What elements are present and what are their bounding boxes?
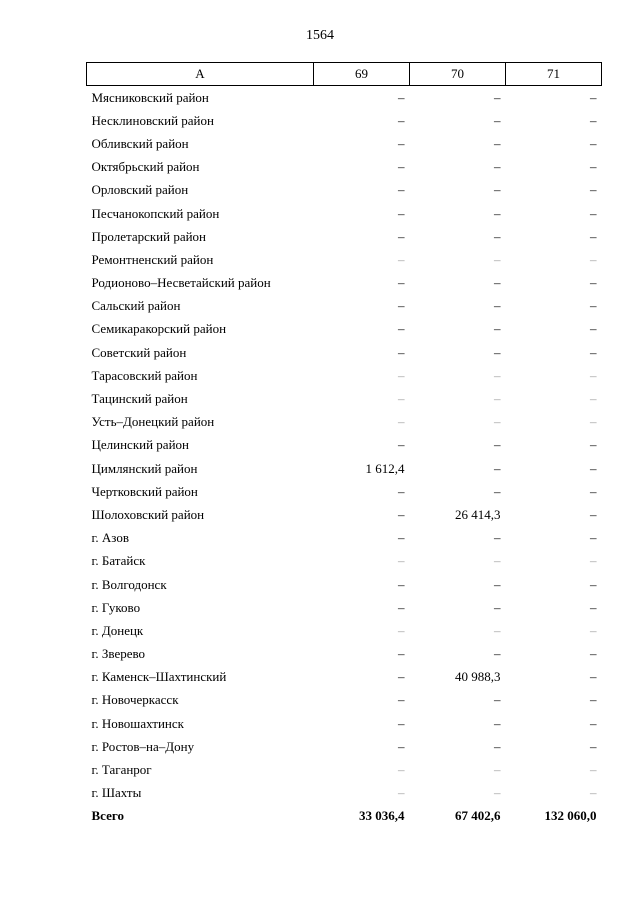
table-row	[87, 387, 602, 410]
row-value-col-3: –	[590, 437, 597, 453]
table-row	[87, 341, 602, 364]
row-value-col-1: –	[398, 414, 405, 430]
row-value-col-1: –	[398, 367, 405, 383]
row-value-col-3: –	[590, 669, 597, 685]
row-value-col-1: –	[398, 159, 405, 175]
table-row	[87, 457, 602, 480]
row-value-col-2: –	[494, 414, 501, 430]
row-value-col-2: –	[494, 437, 501, 453]
row-value-col-3: –	[590, 576, 597, 592]
row-value-col-2: –	[494, 762, 501, 778]
row-name: Всего	[91, 808, 124, 824]
row-name: г. Гуково	[91, 599, 141, 615]
row-value-col-3: –	[590, 762, 597, 778]
row-value-col-2: –	[494, 785, 501, 801]
row-value-col-3: –	[590, 622, 597, 638]
row-value-col-1: –	[398, 762, 405, 778]
row-value-col-2: –	[494, 159, 501, 175]
header-cell-label: А	[87, 63, 314, 86]
page-number: 1564	[306, 28, 334, 43]
row-value-col-2: –	[494, 228, 501, 244]
row-value-col-3: –	[590, 321, 597, 337]
row-value-col-1: –	[398, 321, 405, 337]
row-value-col-1: –	[398, 506, 405, 522]
table-row	[87, 109, 602, 132]
table-row	[87, 248, 602, 271]
row-value-col-1: –	[398, 275, 405, 291]
row-value-col-2: –	[494, 298, 501, 314]
row-value-col-1: –	[398, 205, 405, 221]
row-value-col-1: –	[398, 89, 405, 105]
table-row	[87, 318, 602, 341]
row-value-col-2: –	[494, 483, 501, 499]
row-value-col-1: –	[398, 530, 405, 546]
table-row	[87, 272, 602, 295]
row-value-col-1: –	[398, 692, 405, 708]
row-value-col-3: –	[590, 506, 597, 522]
table-row	[87, 295, 602, 318]
data-table	[86, 62, 602, 828]
row-value-col-3: –	[590, 135, 597, 151]
row-value-col-1: –	[398, 182, 405, 198]
header-row	[87, 63, 602, 86]
row-value-col-2: 40 988,3	[455, 669, 501, 685]
row-value-col-2: –	[494, 251, 501, 267]
row-value-col-1: –	[398, 715, 405, 731]
row-value-col-2: –	[494, 112, 501, 128]
table-row	[87, 643, 602, 666]
table-row	[87, 411, 602, 434]
row-value-col-3: –	[590, 205, 597, 221]
table-row	[87, 86, 602, 110]
row-value-col-2: –	[494, 553, 501, 569]
table-row	[87, 712, 602, 735]
row-value-col-2: –	[494, 275, 501, 291]
row-value-col-1: –	[398, 622, 405, 638]
row-value-col-3: –	[590, 251, 597, 267]
row-value-col-2: –	[494, 205, 501, 221]
row-name: Ремонтненский район	[91, 251, 214, 267]
row-value-col-1: –	[398, 669, 405, 685]
row-value-col-2: –	[494, 599, 501, 615]
row-name: Чертковский район	[91, 483, 198, 499]
table-row	[87, 434, 602, 457]
row-value-col-3: –	[590, 483, 597, 499]
table-row	[87, 689, 602, 712]
row-value-col-1: –	[398, 391, 405, 407]
row-name: Усть–Донецкий район	[91, 414, 215, 430]
row-name: г. Зверево	[91, 646, 146, 662]
row-name: Родионово–Несветайский район	[91, 275, 271, 291]
table-row	[87, 480, 602, 503]
row-name: Цимлянский район	[91, 460, 198, 476]
row-value-col-2: –	[494, 692, 501, 708]
row-name: Пролетарский район	[91, 228, 207, 244]
row-name: Тацинский район	[91, 391, 188, 407]
row-name: Орловский район	[91, 182, 189, 198]
row-value-col-3: –	[590, 275, 597, 291]
row-name: г. Батайск	[91, 553, 146, 569]
row-value-col-2: –	[494, 460, 501, 476]
row-name: г. Новошахтинск	[91, 715, 184, 731]
row-name: Семикаракорский район	[91, 321, 227, 337]
table-row	[87, 550, 602, 573]
row-value-col-3: –	[590, 89, 597, 105]
row-value-col-2: –	[494, 530, 501, 546]
header-cell-69: 69	[314, 63, 410, 86]
row-value-col-3: –	[590, 738, 597, 754]
row-name: г. Донецк	[91, 622, 144, 638]
row-name: г. Ростов–на–Дону	[91, 738, 195, 754]
table-row	[87, 132, 602, 155]
table-row	[87, 179, 602, 202]
row-value-col-1: –	[398, 553, 405, 569]
row-value-col-3: –	[590, 414, 597, 430]
row-value-col-2: –	[494, 182, 501, 198]
table-row	[87, 364, 602, 387]
row-value-col-2: –	[494, 321, 501, 337]
table-row	[87, 619, 602, 642]
table-row	[87, 735, 602, 758]
row-value-col-2: –	[494, 89, 501, 105]
row-value-col-3: –	[590, 391, 597, 407]
row-value-col-3: –	[590, 344, 597, 360]
row-name: г. Каменск–Шахтинский	[91, 669, 227, 685]
table-header	[87, 63, 602, 86]
table-row	[87, 758, 602, 781]
row-value-col-1: –	[398, 576, 405, 592]
row-value-col-3: –	[590, 298, 597, 314]
row-value-col-1: –	[398, 785, 405, 801]
row-name: Несклиновский район	[91, 112, 214, 128]
row-value-col-3: –	[590, 228, 597, 244]
row-value-col-1: –	[398, 599, 405, 615]
total-row	[87, 805, 602, 828]
row-name: Обливский район	[91, 135, 189, 151]
row-value-col-1: –	[398, 646, 405, 662]
row-value-col-2: –	[494, 344, 501, 360]
row-value-col-1: –	[398, 135, 405, 151]
row-value-col-1: –	[398, 298, 405, 314]
row-value-col-3: –	[590, 460, 597, 476]
row-value-col-1: –	[398, 738, 405, 754]
row-name: Песчанокопский район	[91, 205, 220, 221]
row-name: г. Азов	[91, 530, 129, 546]
row-value-col-1: –	[398, 251, 405, 267]
row-value-col-1: –	[398, 344, 405, 360]
table-row	[87, 666, 602, 689]
row-name: Шолоховский район	[91, 506, 205, 522]
row-value-col-2: –	[494, 738, 501, 754]
row-value-col-2: 67 402,6	[455, 808, 501, 824]
row-value-col-2: –	[494, 646, 501, 662]
row-value-col-1: 1 612,4	[365, 460, 405, 476]
table-row	[87, 202, 602, 225]
row-name: Октябрьский район	[91, 159, 200, 175]
row-value-col-3: –	[590, 182, 597, 198]
row-value-col-3: –	[590, 159, 597, 175]
row-value-col-1: –	[398, 437, 405, 453]
row-value-col-3: –	[590, 553, 597, 569]
row-value-col-3: –	[590, 599, 597, 615]
row-value-col-3: 132 060,0	[544, 808, 597, 824]
header-cell-70: 70	[410, 63, 506, 86]
row-name: Тарасовский район	[91, 367, 198, 383]
row-value-col-2: –	[494, 391, 501, 407]
row-value-col-3: –	[590, 367, 597, 383]
row-value-col-3: –	[590, 646, 597, 662]
table-row	[87, 503, 602, 526]
row-name: Сальский район	[91, 298, 181, 314]
row-value-col-2: –	[494, 576, 501, 592]
row-name: г. Шахты	[91, 785, 142, 801]
row-value-col-3: –	[590, 785, 597, 801]
row-value-col-2: –	[494, 135, 501, 151]
table-body	[87, 86, 602, 829]
table-row	[87, 782, 602, 805]
row-value-col-1: 33 036,4	[359, 808, 405, 824]
row-value-col-2: 26 414,3	[455, 506, 501, 522]
row-value-col-3: –	[590, 692, 597, 708]
table-row	[87, 596, 602, 619]
header-cell-71: 71	[506, 63, 602, 86]
table-row	[87, 527, 602, 550]
row-name: г. Волгодонск	[91, 576, 167, 592]
table-row	[87, 225, 602, 248]
row-name: г. Таганрог	[91, 762, 152, 778]
row-value-col-3: –	[590, 112, 597, 128]
row-value-col-1: –	[398, 112, 405, 128]
row-name: Советский район	[91, 344, 187, 360]
row-name: Целинский район	[91, 437, 189, 453]
row-value-col-2: –	[494, 367, 501, 383]
row-value-col-3: –	[590, 715, 597, 731]
row-name: Мясниковский район	[91, 89, 209, 105]
row-value-col-2: –	[494, 715, 501, 731]
table-row	[87, 156, 602, 179]
table-row	[87, 573, 602, 596]
row-value-col-1: –	[398, 228, 405, 244]
row-value-col-1: –	[398, 483, 405, 499]
row-value-col-3: –	[590, 530, 597, 546]
row-name: г. Новочеркасск	[91, 692, 179, 708]
row-value-col-2: –	[494, 622, 501, 638]
